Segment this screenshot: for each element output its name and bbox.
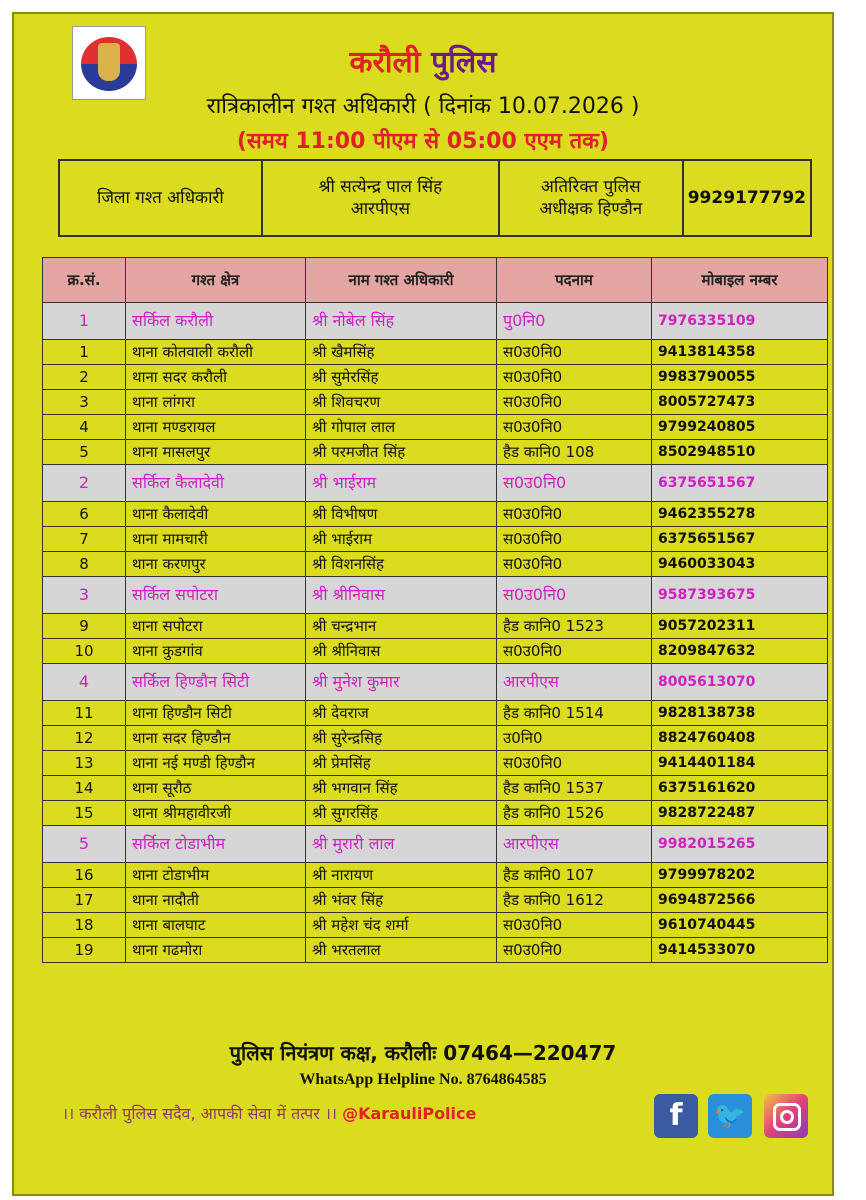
instagram-icon[interactable] [764,1094,808,1138]
table-row [43,527,828,552]
cell-designation: हैड कानि0 108 [497,440,652,465]
cell-area: सर्किल करौली [126,303,306,340]
cell-mobile: 9414401184 [652,751,828,776]
table-row [43,776,828,801]
cell-area: थाना टोडाभीम [126,863,306,888]
cell-serial: 2 [43,465,126,502]
cell-officer: श्री श्रीनिवास [306,639,497,664]
cell-area: थाना मामचारी [126,527,306,552]
col-header-area: गश्त क्षेत्र [126,258,306,303]
cell-designation: स0उ0नि0 [497,502,652,527]
col-header-mobile: मोबाइल नम्बर [652,258,828,303]
cell-officer: श्री मुरारी लाल [306,826,497,863]
cell-area: थाना सपोटरा [126,614,306,639]
cell-area: सर्किल हिण्डौन सिटी [126,664,306,701]
table-row [43,751,828,776]
cell-officer: श्री महेश चंद शर्मा [306,913,497,938]
table-row [43,801,828,826]
cell-officer: श्री भरतलाल [306,938,497,963]
circle-row [43,465,828,502]
cell-serial: 5 [43,440,126,465]
district-label: जिला गश्त अधिकारी [59,160,262,236]
cell-designation: आरपीएस [497,826,652,863]
slogan-text: ।। करौली पुलिस सदैव, आपकी सेवा में तत्पर ।। [62,1104,337,1123]
table-row [43,913,828,938]
page-title [14,46,832,80]
cell-serial: 13 [43,751,126,776]
facebook-icon[interactable]: f [654,1094,698,1138]
cell-mobile: 9983790055 [652,365,828,390]
table-row [43,726,828,751]
cell-mobile: 9587393675 [652,577,828,614]
cell-area: थाना कुडगांव [126,639,306,664]
circle-row [43,303,828,340]
cell-area: थाना नादौती [126,888,306,913]
district-officer-name-line2: आरपीएस [350,199,410,219]
cell-designation: हैड कानि0 1537 [497,776,652,801]
cell-serial: 2 [43,365,126,390]
cell-mobile: 6375651567 [652,527,828,552]
cell-serial: 9 [43,614,126,639]
cell-serial: 6 [43,502,126,527]
table-row [43,614,828,639]
cell-designation: स0उ0नि0 [497,751,652,776]
cell-officer: श्री भगवान सिंह [306,776,497,801]
cell-officer: श्री खैमसिंह [306,340,497,365]
cell-officer: श्री विभीषण [306,502,497,527]
page-subtitle: रात्रिकालीन गश्त अधिकारी ( दिनांक 10.07.2026 ) [206,94,640,119]
cell-officer: श्री भाईराम [306,527,497,552]
cell-serial: 14 [43,776,126,801]
cell-mobile: 8005727473 [652,390,828,415]
cell-designation: स0उ0नि0 [497,365,652,390]
cell-mobile: 9982015265 [652,826,828,863]
cell-mobile: 9414533070 [652,938,828,963]
cell-serial: 7 [43,527,126,552]
district-officer-mobile: 9929177792 [683,160,811,236]
cell-designation: स0उ0नि0 [497,465,652,502]
cell-mobile: 9413814358 [652,340,828,365]
cell-officer: श्री नारायण [306,863,497,888]
cell-serial: 16 [43,863,126,888]
cell-area: थाना सदर हिण्डौन [126,726,306,751]
cell-area: थाना मण्डरायल [126,415,306,440]
cell-designation: हैड कानि0 1523 [497,614,652,639]
cell-officer: श्री परमजीत सिंह [306,440,497,465]
cell-officer: श्री गोपाल लाल [306,415,497,440]
cell-designation: स0उ0नि0 [497,340,652,365]
district-officer-table [58,159,812,237]
table-row [43,639,828,664]
cell-mobile: 9460033043 [652,552,828,577]
cell-serial: 5 [43,826,126,863]
circle-row [43,577,828,614]
district-officer-name [262,160,499,236]
cell-area: थाना करणपुर [126,552,306,577]
cell-mobile: 6375651567 [652,465,828,502]
cell-area: थाना मासलपुर [126,440,306,465]
cell-area: थाना श्रीमहावीरजी [126,801,306,826]
district-officer-name-line1: श्री सत्येन्द्र पाल सिंह [318,177,443,197]
cell-mobile: 7976335109 [652,303,828,340]
social-handle[interactable]: @KarauliPolice [342,1104,477,1123]
cell-designation: हैड कानि0 1514 [497,701,652,726]
cell-mobile: 6375161620 [652,776,828,801]
cell-mobile: 8005613070 [652,664,828,701]
cell-serial: 3 [43,390,126,415]
cell-area: सर्किल सपोटरा [126,577,306,614]
table-row [43,701,828,726]
cell-officer: श्री सुगरसिंह [306,801,497,826]
cell-officer: श्री भंवर सिंह [306,888,497,913]
cell-designation: स0उ0नि0 [497,552,652,577]
district-designation-line2: अधीक्षक हिण्डौन [539,199,643,219]
cell-designation: उ0नि0 [497,726,652,751]
cell-mobile: 9799978202 [652,863,828,888]
title-part2: पुलिस [431,45,497,80]
cell-mobile: 9828722487 [652,801,828,826]
cell-area: थाना गढमोरा [126,938,306,963]
cell-serial: 18 [43,913,126,938]
whatsapp-line: WhatsApp Helpline No. 8764864585 [299,1071,547,1088]
cell-designation: आरपीएस [497,664,652,701]
cell-mobile: 8502948510 [652,440,828,465]
col-header-designation: पदनाम [497,258,652,303]
cell-mobile: 9610740445 [652,913,828,938]
cell-officer: श्री मुनेश कुमार [306,664,497,701]
cell-mobile: 8209847632 [652,639,828,664]
cell-officer: श्री श्रीनिवास [306,577,497,614]
cell-mobile: 9057202311 [652,614,828,639]
patrol-table-body [43,303,828,963]
cell-area: थाना सूरौठ [126,776,306,801]
cell-area: थाना कोतवाली करौली [126,340,306,365]
district-officer-designation [499,160,683,236]
cell-designation: हैड कानि0 1526 [497,801,652,826]
cell-officer: श्री विशनसिंह [306,552,497,577]
table-row [43,390,828,415]
circle-row [43,664,828,701]
cell-mobile: 8824760408 [652,726,828,751]
cell-officer: श्री भाईराम [306,465,497,502]
cell-designation: पु0नि0 [497,303,652,340]
cell-mobile: 9694872566 [652,888,828,913]
table-header-row [43,258,828,303]
cell-area: सर्किल कैलादेवी [126,465,306,502]
cell-serial: 10 [43,639,126,664]
cell-officer: श्री नोबेल सिंह [306,303,497,340]
cell-area: थाना लांगरा [126,390,306,415]
circle-row [43,826,828,863]
cell-mobile: 9462355278 [652,502,828,527]
cell-mobile: 9799240805 [652,415,828,440]
col-header-serial: क्र.सं. [43,258,126,303]
cell-designation: स0उ0नि0 [497,913,652,938]
cell-area: थाना कैलादेवी [126,502,306,527]
cell-serial: 11 [43,701,126,726]
cell-area: थाना सदर करौली [126,365,306,390]
cell-serial: 19 [43,938,126,963]
cell-serial: 12 [43,726,126,751]
cell-designation: हैड कानि0 1612 [497,888,652,913]
cell-serial: 8 [43,552,126,577]
patrol-poster [12,12,834,1196]
table-row [43,552,828,577]
cell-serial: 1 [43,303,126,340]
cell-serial: 4 [43,664,126,701]
cell-designation: स0उ0नि0 [497,390,652,415]
table-row [43,863,828,888]
table-row [43,888,828,913]
cell-mobile: 9828138738 [652,701,828,726]
cell-serial: 3 [43,577,126,614]
cell-area: सर्किल टोडाभीम [126,826,306,863]
twitter-icon[interactable]: 🐦 [708,1094,752,1138]
cell-designation: स0उ0नि0 [497,938,652,963]
table-row [43,938,828,963]
cell-serial: 4 [43,415,126,440]
cell-area: थाना हिण्डौन सिटी [126,701,306,726]
table-row [43,340,828,365]
cell-area: थाना नई मण्डी हिण्डौन [126,751,306,776]
cell-designation: स0उ0नि0 [497,527,652,552]
cell-officer: श्री शिवचरण [306,390,497,415]
cell-serial: 15 [43,801,126,826]
table-row [43,415,828,440]
patrol-table [42,257,828,963]
col-header-officer: नाम गश्त अधिकारी [306,258,497,303]
slogan-line [62,1102,476,1124]
cell-officer: श्री चन्द्रभान [306,614,497,639]
cell-officer: श्री सुमेरसिंह [306,365,497,390]
title-part1: करौली [349,45,421,80]
cell-serial: 1 [43,340,126,365]
cell-officer: श्री देवराज [306,701,497,726]
table-row [43,440,828,465]
cell-designation: स0उ0नि0 [497,415,652,440]
cell-serial: 17 [43,888,126,913]
cell-officer: श्री प्रेमसिंह [306,751,497,776]
table-row [43,365,828,390]
control-room-line: पुलिस नियंत्रण कक्ष, करौलीः 07464—220477 [229,1041,617,1065]
district-designation-line1: अतिरिक्त पुलिस [540,177,641,197]
table-row [43,502,828,527]
cell-designation: स0उ0नि0 [497,639,652,664]
time-range: (समय 11:00 पीएम से 05:00 एएम तक) [236,129,610,154]
cell-area: थाना बालघाट [126,913,306,938]
cell-officer: श्री सुरेन्द्रसिह [306,726,497,751]
cell-designation: हैड कानि0 107 [497,863,652,888]
cell-designation: स0उ0नि0 [497,577,652,614]
